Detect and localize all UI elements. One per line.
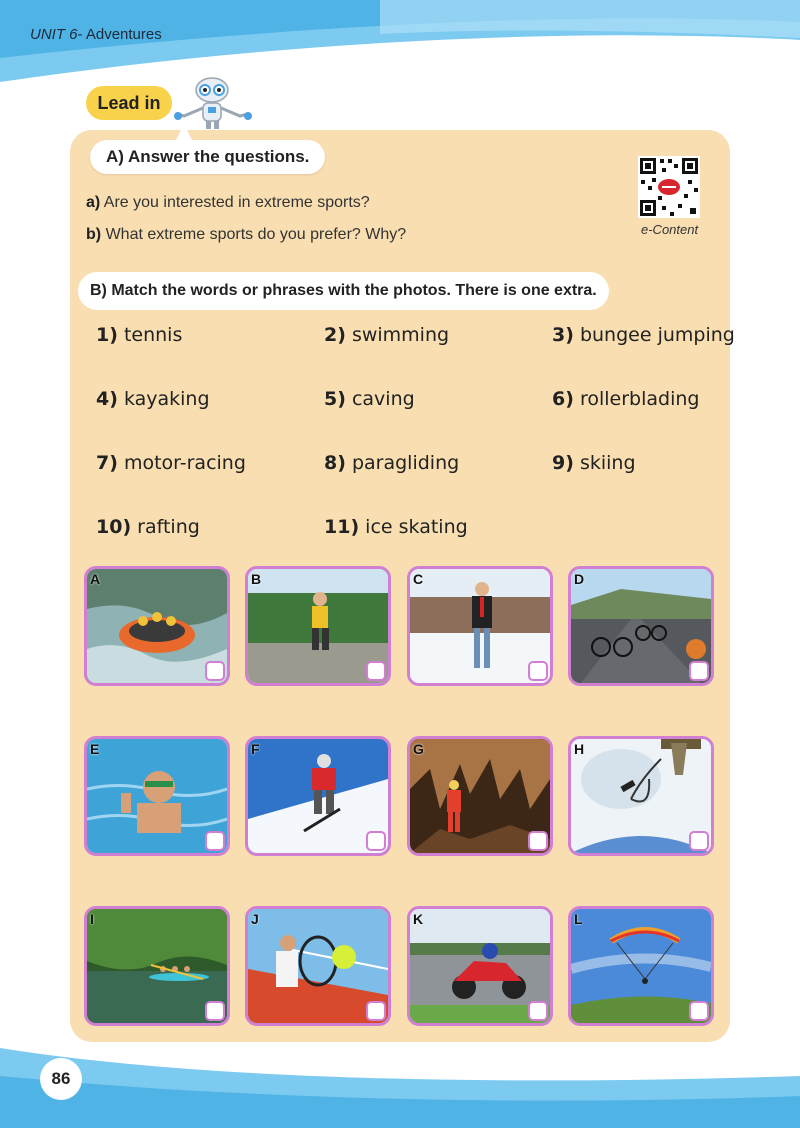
photo-letter: K (413, 911, 424, 927)
word-item (96, 516, 200, 538)
word-text: tennis (123, 324, 183, 346)
photo-card-j (245, 906, 391, 1026)
photo-letter: I (90, 911, 94, 927)
word-text: kayaking (123, 388, 210, 410)
speech-tail (176, 124, 192, 140)
photo-card-h (568, 736, 714, 856)
question-b (86, 226, 406, 244)
word-item (96, 324, 182, 346)
answer-box[interactable] (689, 1001, 709, 1021)
section-a-label: A) Answer the questions. (90, 140, 325, 174)
photo-letter: D (574, 571, 585, 587)
word-number: 7) (96, 452, 118, 474)
photo-card-d (568, 566, 714, 686)
photo-card-k (407, 906, 553, 1026)
word-number: 5) (324, 388, 346, 410)
answer-box[interactable] (528, 831, 548, 851)
photo-letter: L (574, 911, 583, 927)
word-item (324, 452, 459, 474)
word-item (324, 388, 415, 410)
answer-box[interactable] (366, 661, 386, 681)
word-text: paragliding (351, 452, 460, 474)
photo-letter: B (251, 571, 262, 587)
photo-card-a (84, 566, 230, 686)
unit-title (30, 26, 162, 43)
econtent-label: e-Content (641, 222, 699, 237)
question-letter: a) (86, 194, 101, 211)
question-text: Are you interested in extreme sports? (103, 194, 370, 211)
question-a (86, 194, 370, 212)
photo-card-i (84, 906, 230, 1026)
photo-letter: C (413, 571, 424, 587)
answer-box[interactable] (205, 1001, 225, 1021)
lead-in-badge: Lead in (86, 86, 172, 120)
word-item (552, 388, 699, 410)
word-number: 3) (552, 324, 574, 346)
answer-box[interactable] (205, 661, 225, 681)
footer-band (0, 1040, 800, 1128)
answer-box[interactable] (366, 1001, 386, 1021)
photo-card-l (568, 906, 714, 1026)
photo-card-c (407, 566, 553, 686)
photo-letter: A (90, 571, 101, 587)
word-text: rollerblading (579, 388, 700, 410)
photo-letter: E (90, 741, 100, 757)
word-number: 1) (96, 324, 118, 346)
answer-box[interactable] (366, 831, 386, 851)
word-number: 4) (96, 388, 118, 410)
photo-card-f (245, 736, 391, 856)
word-item (552, 324, 735, 346)
word-text: rafting (137, 516, 200, 538)
word-item (324, 516, 468, 538)
word-number: 10) (96, 516, 132, 538)
photo-letter: H (574, 741, 585, 757)
word-number: 11) (324, 516, 360, 538)
qr-code-icon[interactable] (638, 156, 700, 218)
answer-box[interactable] (689, 661, 709, 681)
answer-box[interactable] (528, 1001, 548, 1021)
section-b-label: B) Match the words or phrases with the photos. There is one extra. (78, 272, 609, 310)
page-number: 86 (40, 1058, 82, 1100)
photo-card-e (84, 736, 230, 856)
answer-box[interactable] (689, 831, 709, 851)
word-item (324, 324, 449, 346)
word-item (96, 452, 246, 474)
word-text: swimming (351, 324, 450, 346)
word-number: 9) (552, 452, 574, 474)
unit-prefix: UNIT 6 (30, 26, 78, 43)
answer-box[interactable] (205, 831, 225, 851)
word-text: motor-racing (123, 452, 246, 474)
unit-name: - Adventures (77, 26, 162, 43)
word-number: 8) (324, 452, 346, 474)
question-text: What extreme sports do you prefer? Why? (105, 226, 407, 243)
photo-letter: J (251, 911, 259, 927)
photo-card-b (245, 566, 391, 686)
word-item (552, 452, 636, 474)
word-text: skiing (579, 452, 636, 474)
header-band (0, 0, 800, 90)
word-text: bungee jumping (579, 324, 735, 346)
photo-card-g (407, 736, 553, 856)
word-item (96, 388, 210, 410)
word-text: ice skating (365, 516, 468, 538)
word-number: 2) (324, 324, 346, 346)
question-letter: b) (86, 226, 102, 243)
photo-letter: G (413, 741, 424, 757)
answer-box[interactable] (528, 661, 548, 681)
photo-letter: F (251, 741, 260, 757)
word-text: caving (351, 388, 415, 410)
word-number: 6) (552, 388, 574, 410)
